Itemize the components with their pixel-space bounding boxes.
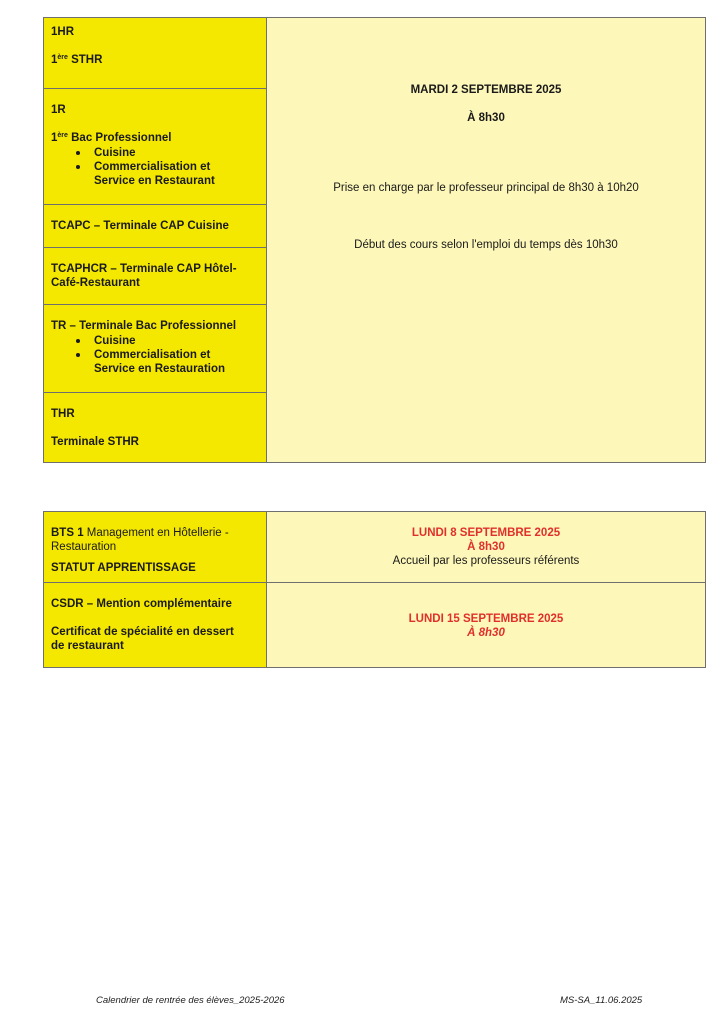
specialty-list [51,334,259,376]
class-cell-csdr [44,583,267,668]
class-cell-tcapc [44,205,267,248]
class-name: TCAPC – Terminale CAP Cuisine [51,220,229,232]
class-cell-1hr [44,18,267,89]
class-code: THR [51,408,75,420]
class-code: 1HR [51,26,75,38]
schedule-table-2 [43,511,706,668]
list-item: Cuisine [94,334,259,348]
class-cell-thr [44,393,267,463]
list-item: Commercialisation et Service en Restauration [94,348,259,376]
csdr-date-cell [267,583,706,668]
rentree-info-2: Début des cours selon l'emploi du temps dès 10h30 [354,239,618,251]
footer-right: MS-SA_11.06.2025 [560,995,643,1006]
class-name-line-1: TCAPHCR – Terminale CAP Hôtel- [51,263,237,275]
bts-time: À 8h30 [467,541,505,553]
class-name: 1ère STHR [51,54,103,66]
csdr-date: LUNDI 15 SEPTEMBRE 2025 [408,613,564,625]
schedule-table-1 [43,17,706,463]
class-name-line-2: Café-Restaurant [51,277,140,289]
csdr-time: À 8h30 [467,627,505,639]
class-name-line-1: CSDR – Mention complémentaire [51,598,232,610]
class-name: TR – Terminale Bac Professionnel [51,320,237,332]
bts-note: Accueil par les professeurs référents [392,555,580,567]
class-cell-tcaphcr [44,248,267,305]
list-item: Cuisine [94,146,259,160]
class-cell-tr [44,305,267,393]
rentree-info-1: Prise en charge par le professeur principal de 8h30 à 10h20 [333,182,639,194]
class-name-line-1: BTS 1 Management en Hôtellerie - [51,527,229,539]
rentree-date: MARDI 2 SEPTEMBRE 2025 [410,84,562,96]
class-name-line-3: de restaurant [51,640,124,652]
class-name: 1ère Bac Professionnel [51,132,172,144]
list-item: Commercialisation et Service en Restaurant [94,160,259,188]
statut-label: STATUT APPRENTISSAGE [51,562,196,574]
class-code: 1R [51,104,66,116]
class-name-line-2: Restauration [51,541,117,553]
bts-date-cell [267,512,706,583]
footer-left: Calendrier de rentrée des élèves_2025-2026 [96,995,285,1006]
bts-date: LUNDI 8 SEPTEMBRE 2025 [411,527,561,539]
rentree-time: À 8h30 [467,112,505,124]
class-name-line-2: Certificat de spécialité en dessert [51,626,234,638]
class-cell-1r [44,89,267,205]
specialty-list [51,146,259,188]
class-name: Terminale STHR [51,436,139,448]
class-cell-bts [44,512,267,583]
rentree-info-cell [267,18,706,463]
